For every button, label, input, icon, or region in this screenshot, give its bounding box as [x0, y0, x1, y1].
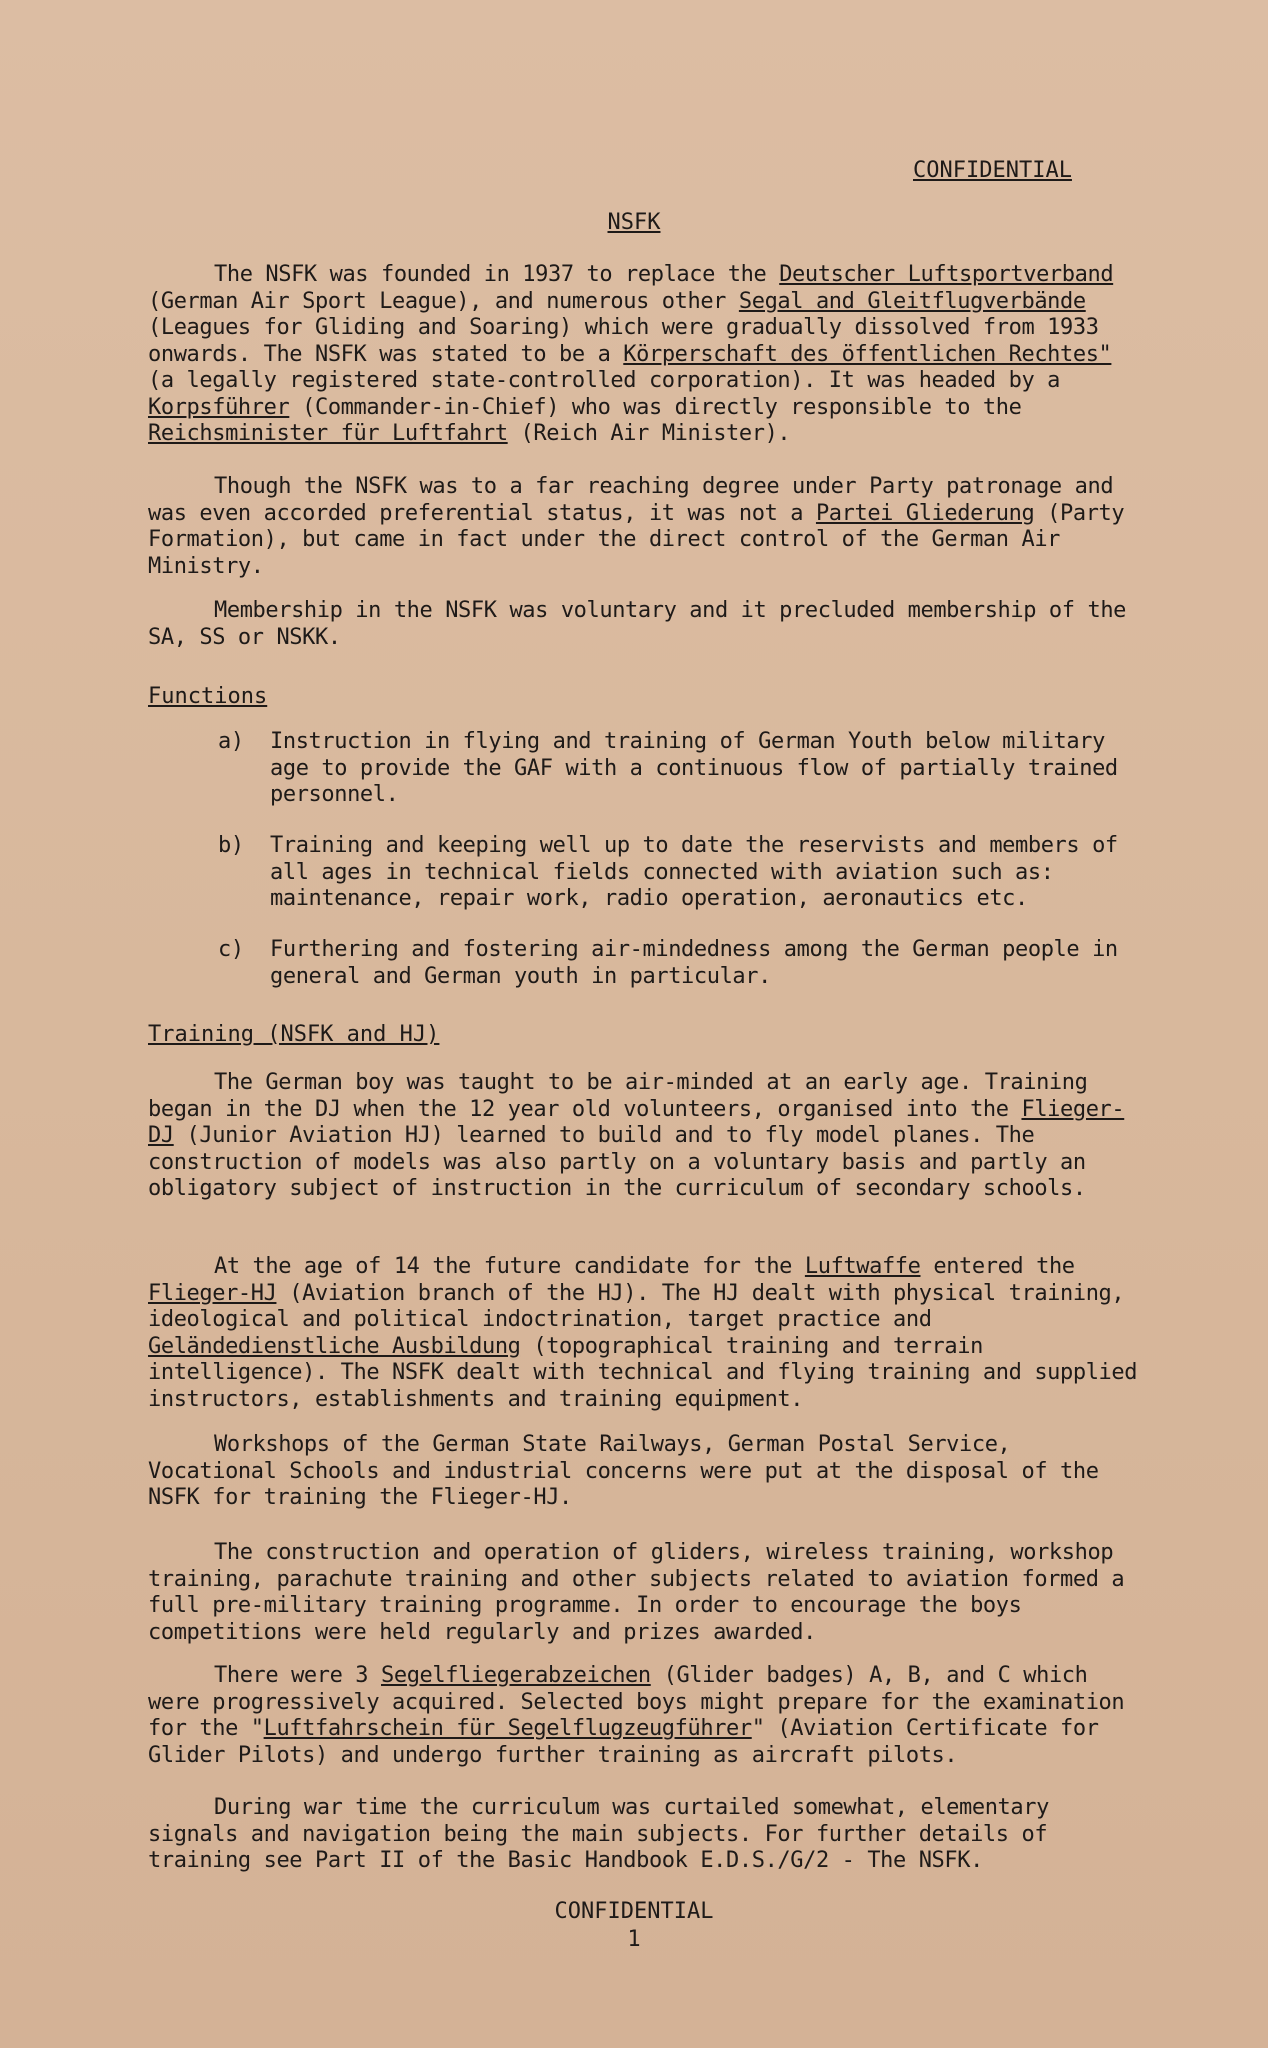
- function-item-text: Instruction in flying and training of German Youth below military age to provide the GAF with a continuous flow of partially trained personnel.: [270, 729, 1118, 807]
- function-item-text: Furthering and fostering air-mindedness among the German people in general and German youth in particular.: [270, 937, 1118, 989]
- function-item-c: [218, 937, 1138, 990]
- intro-paragraph-2: Though the NSFK was to a far reaching degree under Party patronage and was even accorded preferential status, it was not a Partei Gliederung (Party Formation), but came in fact under the direct control of the German Air Ministry.: [148, 474, 1125, 579]
- document-title: NSFK: [607, 210, 661, 235]
- term-luftwaffe: Luftwaffe: [804, 1254, 921, 1279]
- function-item-a: [218, 729, 1138, 809]
- training-heading: Training (NSFK and HJ): [148, 1022, 440, 1047]
- term-flieger-hj: Flieger-HJ: [148, 1280, 277, 1306]
- term-deutscher-luftsportverband: Deutscher Luftsportverband: [779, 262, 1114, 287]
- term-segelfliegerabzeichen: Segelfliegerabzeichen: [381, 1663, 651, 1688]
- term-luftfahrschein: Luftfahrschein für Segelflugzeugführer: [263, 1716, 752, 1741]
- training-paragraph-3: Workshops of the German State Railways, German Postal Service, Vocational Schools and industrial concerns were put at the disposal of the NSFK for training the Flieger-HJ.: [148, 1432, 1099, 1510]
- function-item-label: c): [218, 937, 244, 962]
- term-gelaendedienstliche-ausbildung: Geländedienstliche Ausbildung: [148, 1333, 521, 1359]
- classification-footer: CONFIDENTIAL: [554, 1899, 714, 1924]
- training-paragraph-4: The construction and operation of gliders, wireless training, workshop training, parachute training and other subjects related to aviation formed a full pre-military training programme. In order to encourage the boys competitions were held regularly and prizes awarded.: [148, 1540, 1125, 1645]
- training-paragraph-1: The German boy was taught to be air-minded at an early age. Training began in the DJ when the 12 year old volunteers, organised into the Flieger-DJ (Junior Aviation HJ) learned to build and to fly model planes. The construction of models was also partly on a voluntary basis and partly an obligatory subject of instruction in the curriculum of secondary schools.: [148, 1070, 1125, 1201]
- term-koerperschaft: Körperschaft des öffentlichen Rechtes": [623, 341, 1112, 367]
- training-paragraph-5: There were 3 Segelfliegerabzeichen (Glider badges) A, B, and C which were progressively acquired. Selected boys might prepare for the examination for the "Luftfahrschein für Segelflugzeugführer" (Aviation Certificate for Glider Pilots) and undergo further training as aircraft pilots.: [148, 1663, 1125, 1768]
- functions-heading: Functions: [148, 684, 268, 709]
- page-number: 1: [627, 1927, 641, 1952]
- function-item-b: [218, 833, 1138, 913]
- term-flieger-dj: Flieger-DJ: [148, 1096, 1125, 1148]
- classification-header: CONFIDENTIAL: [913, 158, 1072, 183]
- training-paragraph-6: During war time the curriculum was curtailed somewhat, elementary signals and navigation being the main subjects. For further details of training see Part II of the Basic Handbook E.D.S./G/2 - The NSFK.: [148, 1795, 1049, 1873]
- function-item-text: Training and keeping well up to date the reservists and members of all ages in technical fields connected with aviation such as: maintenance, repair work, radio operation, aeronautics etc.: [270, 833, 1118, 911]
- term-reichsminister: Reichsminister für Luftfahrt: [148, 421, 508, 446]
- function-item-label: b): [218, 833, 244, 858]
- training-paragraph-2: At the age of 14 the future candidate for the Luftwaffe entered the Flieger-HJ (Aviation branch of the HJ). The HJ dealt with physical training, ideological and political indoctrination, target practice and Geländedienstliche Ausbildung (topographical training and terrain intelligence). The NSFK dealt with technical and flying training and supplied instructors, establishments and training equipment.: [148, 1254, 1138, 1412]
- term-segal-gleitflugverbaende: Segal and Gleitflugverbände: [738, 288, 1086, 314]
- term-partei-gliederung: Partei Gliederung: [815, 500, 1035, 526]
- intro-paragraph-1: The NSFK was founded in 1937 to replace the Deutscher Luftsportverband (German Air Sport League), and numerous other Segal and Gleitflugverbände (Leagues for Gliding and Soaring) which were gradually dissolved from 1933 onwards. The NSFK was stated to be a Körperschaft des öffentlichen Rechtes" (a legally registered state-controlled corporation). It was headed by a Korpsführer (Commander-in-Chief) who was directly responsible to the Reichsminister für Luftfahrt (Reich Air Minister).: [148, 262, 1114, 446]
- function-item-label: a): [218, 729, 244, 754]
- term-korpsfuehrer: Korpsführer: [148, 394, 290, 420]
- intro-paragraph-3: Membership in the NSFK was voluntary and it precluded membership of the SA, SS or NSKK.: [148, 598, 1127, 650]
